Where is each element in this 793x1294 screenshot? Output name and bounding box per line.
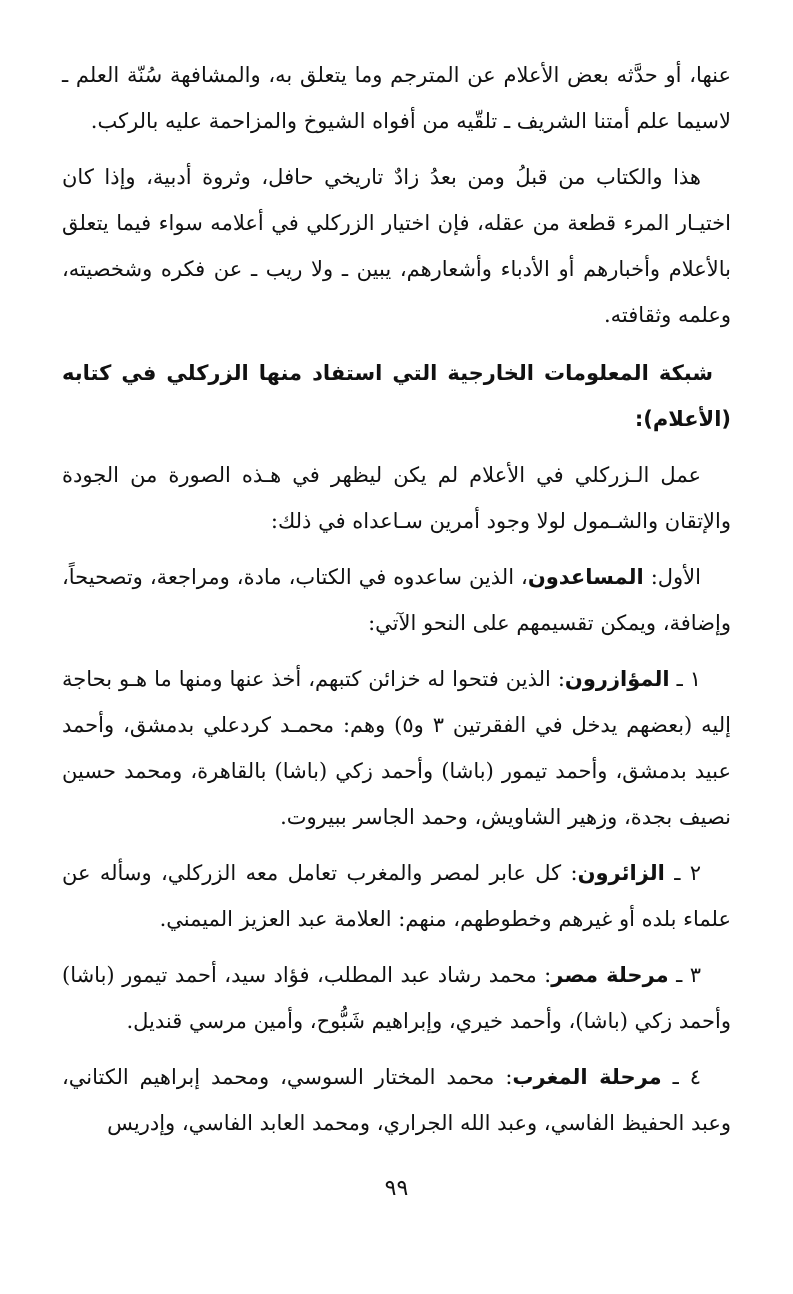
section-first: [62, 554, 731, 646]
section-intro: [62, 452, 731, 544]
paragraph-2: [62, 154, 731, 338]
list-item-4-lead: مرحلة المغرب: [512, 1065, 662, 1089]
list-item-2: [62, 850, 731, 942]
paragraph-1: [62, 52, 731, 144]
book-page: [62, 52, 731, 1294]
section-intro-text: عمل الـزركلي في الأعلام لم يكن ليظهر في هـذه الصورة من الجودة والإتقان والشـمول لولا وجود أمرين سـاعداه في ذلك:: [62, 463, 731, 533]
list-item-4-text: : محمد المختار السوسي، ومحمد إبراهيم الكتاني، وعبد الحفيظ الفاسي، وعبد الله الجراري، ومحمد العابد الفاسي، وإدريس: [62, 1065, 731, 1135]
list-item-3-lead: مرحلة مصر: [551, 963, 669, 987]
list-item-1-prefix: ١ ـ: [669, 667, 701, 691]
list-item-4: [62, 1054, 731, 1146]
list-item-3-text: : محمد رشاد عبد المطلب، فؤاد سيد، أحمد تيمور (باشا) وأحمد زكي (باشا)، وأحمد خيري، وإبراهيم شَبُّوح، وأمين مرسي قنديل.: [62, 963, 731, 1033]
section-heading: شبكة المعلومات الخارجية التي استفاد منها الزركلي في كتابه (الأعلام):: [62, 361, 731, 431]
list-item-1-text: : الذين فتحوا له خزائن كتبهم، أخذ عنها ومنها ما هـو بحاجة إليه (بعضهم يدخل في الفقرتين ٣ و٥) وهم: محمـد كردعلي بدمشق، وأحمد عبيد بدمشق، وأحمد تيمور (باشا) وأحمد زكي (باشا) بالقاهرة، ومحمد حسين نصيف بجدة، وزهير الشاويش، وحمد الجاسر ببيروت.: [62, 667, 731, 829]
section-first-lead: المساعدون: [527, 565, 644, 589]
page-number: ٩٩: [384, 1176, 409, 1201]
list-item-3: [62, 952, 731, 1044]
section-first-prefix: الأول:: [643, 565, 701, 589]
section-first-text: ، الذين ساعدوه في الكتاب، مادة، ومراجعة، وتصحيحاً، وإضافة، ويمكن تقسيمهم على النحو الآتي:: [62, 565, 731, 635]
list-item-4-prefix: ٤ ـ: [661, 1065, 701, 1089]
list-item-1: [62, 656, 731, 840]
paragraph-2-text: هذا والكتاب من قبلُ ومن بعدُ زادٌ تاريخي حافل، وثروة أدبية، وإذا كان اختيـار المرء قطعة من عقله، فإن اختيار الزركلي في أعلامه سواء فيما يتعلق بالأعلام وأخبارهم أو الأدباء وأشعارهم، يبين ـ ولا ريب ـ عن فكره وشخصيته، وعلمه وثقافته.: [62, 165, 731, 327]
list-item-2-prefix: ٢ ـ: [664, 861, 701, 885]
list-item-3-prefix: ٣ ـ: [668, 963, 702, 987]
list-item-2-lead: الزائرون: [577, 861, 665, 885]
paragraph-1-text: عنها، أو حدَّثه بعض الأعلام عن المترجم وما يتعلق به، والمشافهة سُنّة العلم ـ لاسيما علم أمتنا الشريف ـ تلقّيه من أفواه الشيوخ والمزاحمة عليه بالركب.: [62, 63, 731, 133]
list-item-2-text: : كل عابر لمصر والمغرب تعامل معه الزركلي، وسأله عن علماء بلده أو غيرهم وخطوطهم، منهم: العلامة عبد العزيز الميمني.: [62, 861, 731, 931]
list-item-1-lead: المؤازرون: [564, 667, 670, 691]
